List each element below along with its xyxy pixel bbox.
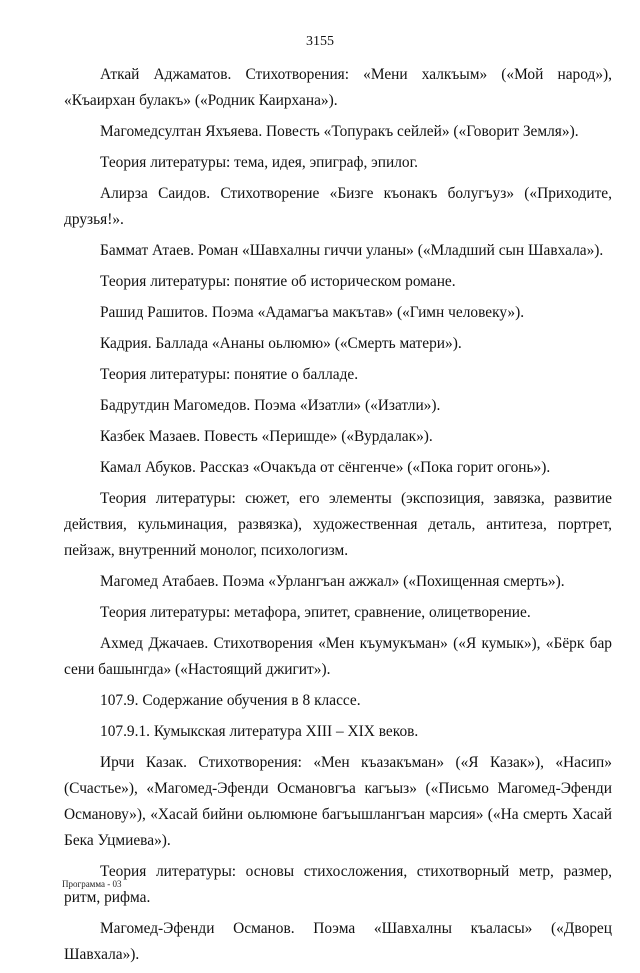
paragraph: Аткай Аджаматов. Стихотворения: «Мени халкъым» («Мой народ»), «Къаирхан булакъ» («Родник Каирхана»).: [64, 66, 612, 109]
paragraph: Камал Абуков. Рассказ «Очакъда от сёнгенче» («Пока горит огонь»).: [100, 459, 551, 476]
paragraph: Магомед Атабаев. Поэма «Урлангъан ажжал» («Похищенная смерть»).: [100, 573, 565, 590]
paragraph: Теория литературы: сюжет, его элементы (экспозиция, завязка, развитие действия, кульминация, развязка), художественная деталь, антитеза, портрет, пейзаж, внутренний монолог, психологизм.: [64, 490, 612, 559]
paragraph: Алирза Саидов. Стихотворение «Бизге къонакъ болугъуз» («Приходите, друзья!».: [64, 185, 612, 228]
paragraph: Баммат Атаев. Роман «Шавхалны гиччи уланы» («Младший сын Шавхала»).: [100, 242, 604, 259]
section-heading: 107.9. Содержание обучения в 8 классе.: [100, 692, 361, 709]
paragraph: Рашид Рашитов. Поэма «Адамагъа макътав» («Гимн человеку»).: [100, 304, 525, 321]
paragraph: Теория литературы: тема, идея, эпиграф, эпилог.: [100, 154, 419, 171]
paragraph: Теория литературы: основы стихосложения, стихотворный метр, размер, ритм, рифма.: [64, 863, 612, 906]
paragraph: Ирчи Казак. Стихотворения: «Мен къазакъман» («Я Казак»), «Насип» (Счастье»), «Магомед-Эфенди Османовгъа кагъыз» («Письмо Магомед-Эфенди Османову»), «Хасай бийни оьлюмюне багъышлангъан марсия» («На смерть Хасай Бека Уцмиева»).: [64, 754, 612, 849]
paragraph: Теория литературы: понятие о балладе.: [100, 366, 359, 383]
paragraph: Теория литературы: понятие об историческом романе.: [100, 273, 456, 290]
paragraph: Теория литературы: метафора, эпитет, сравнение, олицетворение.: [100, 604, 531, 621]
paragraph: Кадрия. Баллада «Ананы оьлюмю» («Смерть матери»).: [100, 335, 462, 352]
paragraph: Казбек Мазаев. Повесть «Перишде» («Вурдалак»).: [100, 428, 433, 445]
paragraph: Магомедсултан Яхъяева. Повесть «Топуракъ сейлей» («Говорит Земля»).: [100, 123, 579, 140]
subsection-heading: 107.9.1. Кумыкская литература XIII – XIX веков.: [100, 723, 419, 740]
paragraph: Магомед-Эфенди Османов. Поэма «Шавхалны къаласы» («Дворец Шавхала»).: [64, 920, 612, 963]
page-number: 3155: [306, 34, 334, 49]
paragraph: Ахмед Джачаев. Стихотворения «Мен къумукъман» («Я кумык»), «Бёрк бар сени башынгда» («Настоящий джигит»).: [64, 635, 612, 678]
document-body: [64, 62, 612, 973]
footer-label: Программа - 03: [62, 879, 122, 889]
paragraph: Бадрутдин Магомедов. Поэма «Изатли» («Изатли»).: [100, 397, 441, 414]
